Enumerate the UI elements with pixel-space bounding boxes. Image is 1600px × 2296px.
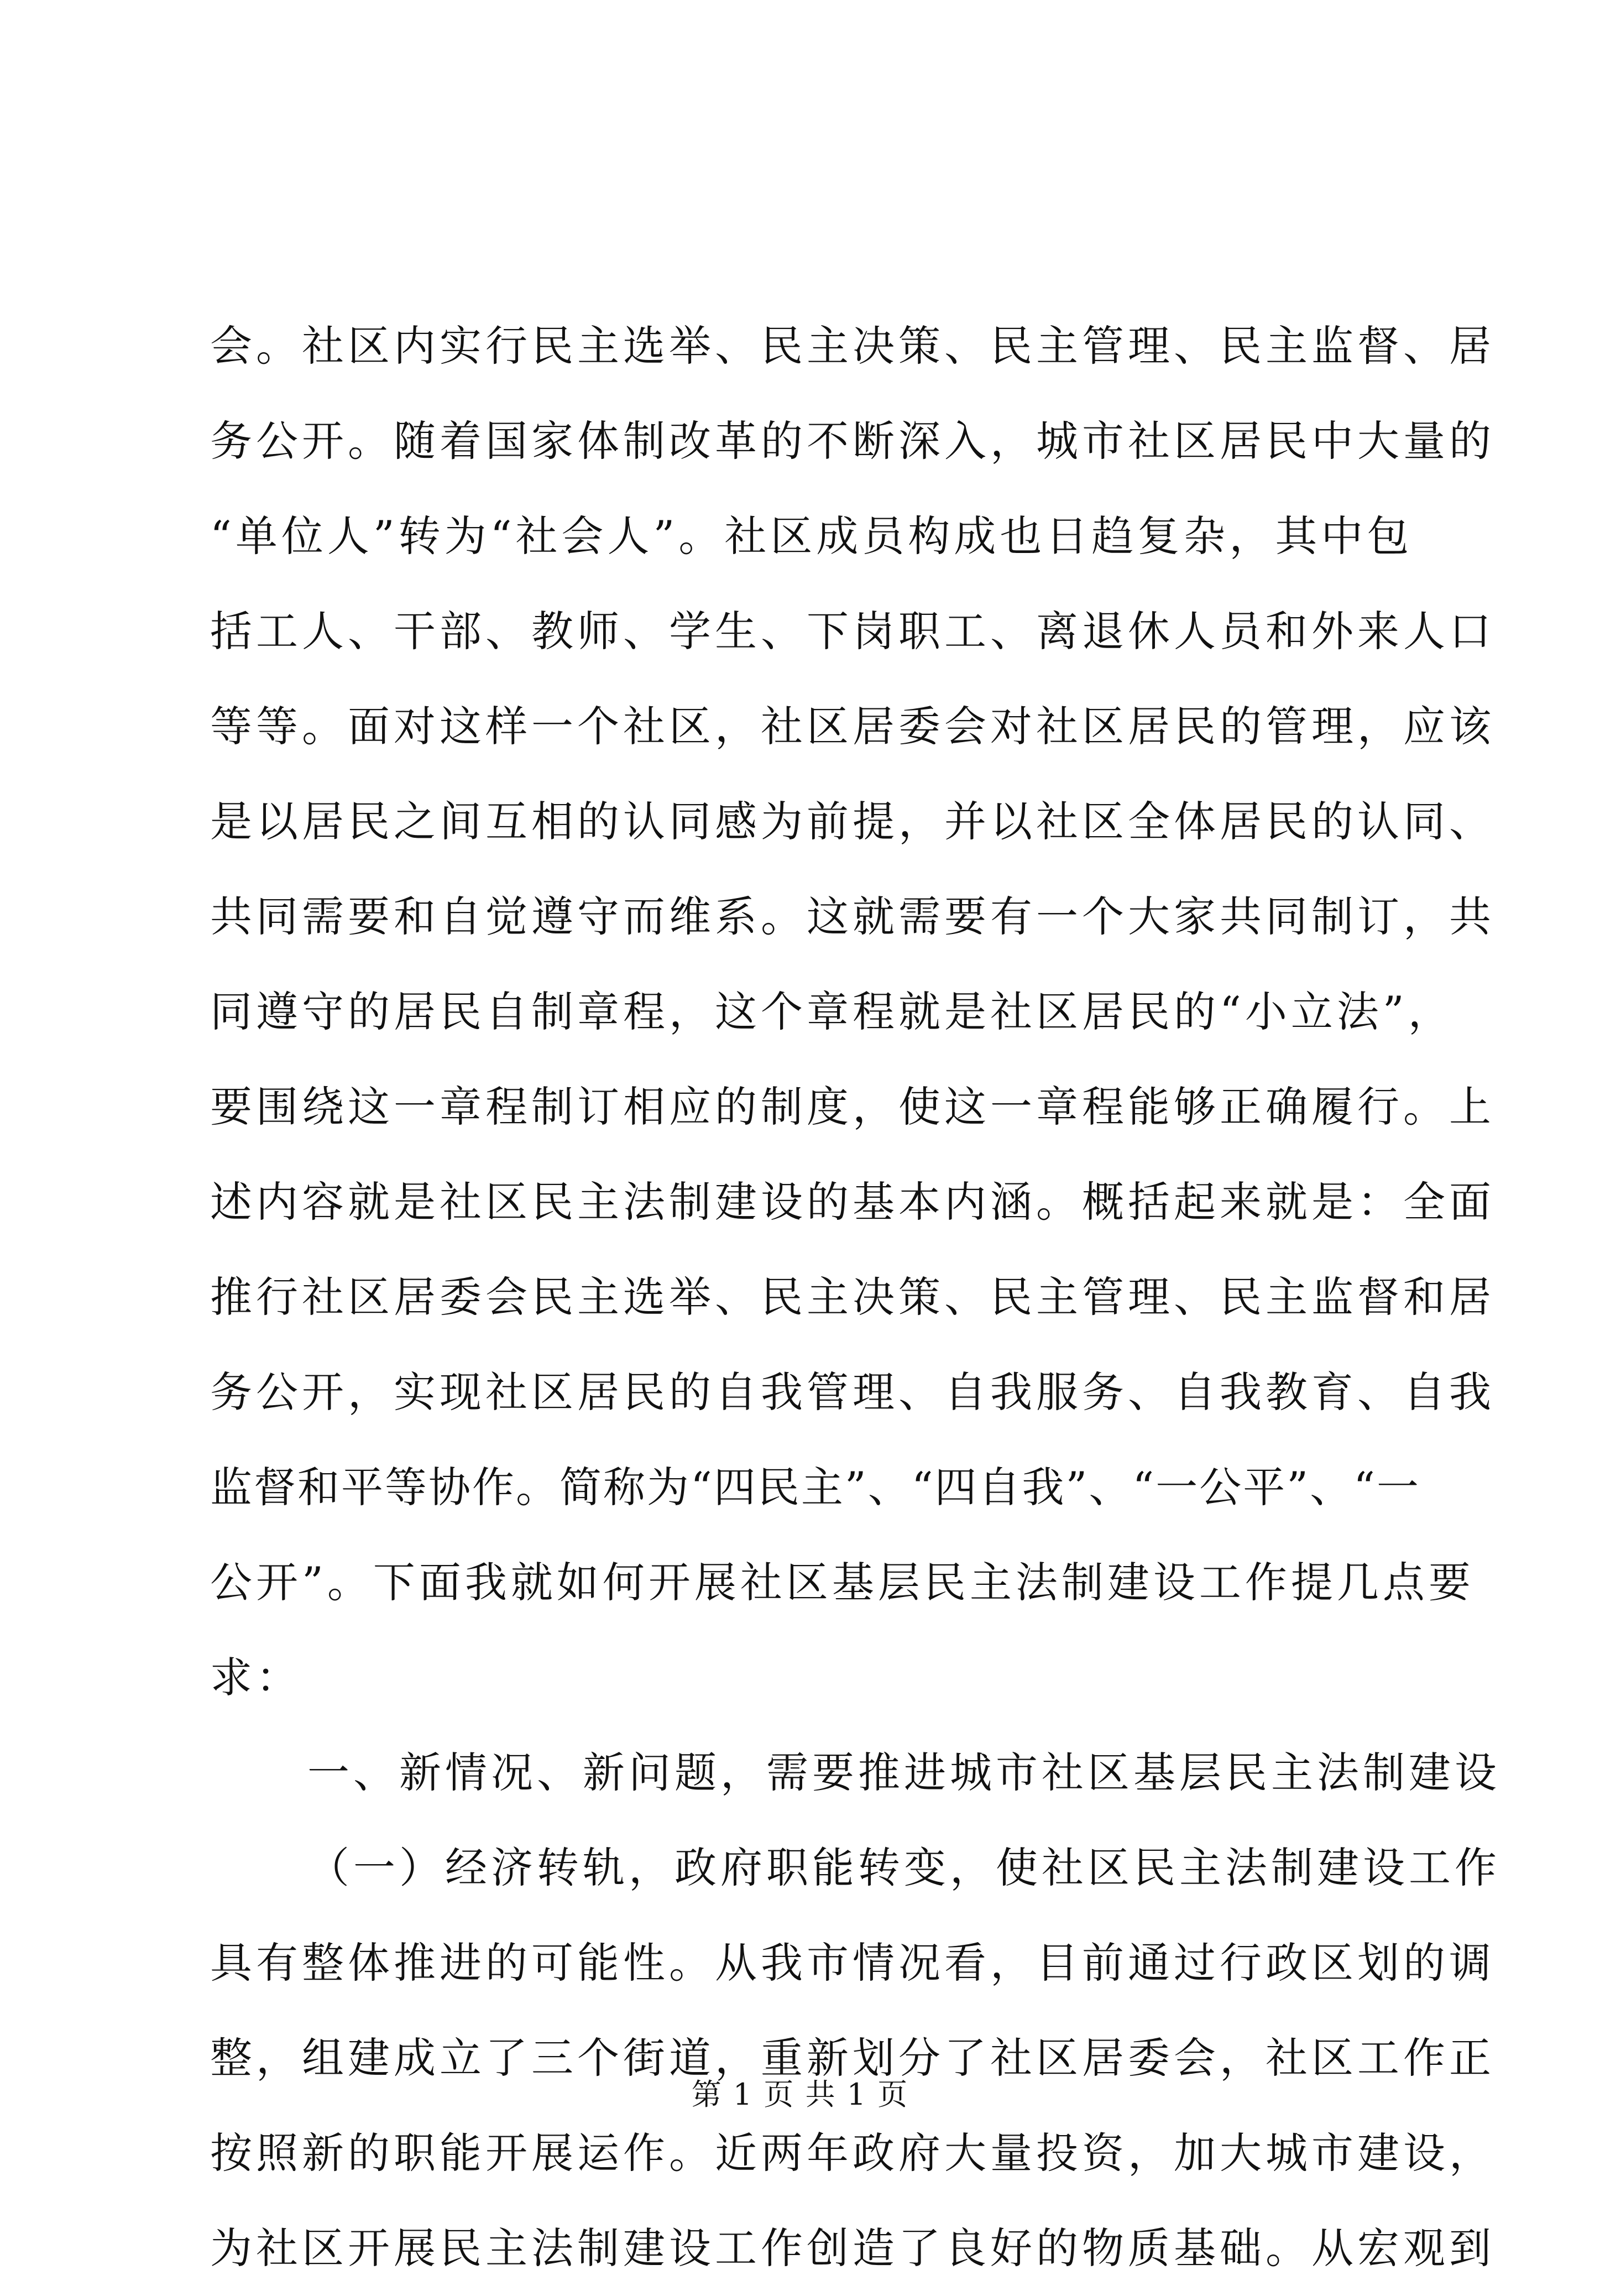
document-body <box>210 299 1500 2296</box>
text-line: 整，组建成立了三个街道，重新划分了社区居委会，社区工作正 <box>210 2033 1495 2083</box>
text-line: 共同需要和自觉遵守而维系。这就需要有一个大家共同制订，共 <box>210 892 1495 941</box>
text-line: 务公开。随着国家体制改革的不断深入，城市社区居民中大量的 <box>210 416 1495 466</box>
text-line: 要围绕这一章程制订相应的制度，使这一章程能够正确履行。上 <box>210 1082 1495 1131</box>
text-line: 同遵守的居民自制章程，这个章程就是社区居民的“小立法”， <box>210 987 1454 1036</box>
text-line: 是以居民之间互相的认同感为前提，并以社区全体居民的认同、 <box>210 797 1495 846</box>
text-line: “单位人”转为“社会人”。社区成员构成也日趋复杂，其中包 <box>210 512 1413 561</box>
text-line: 会。社区内实行民主选举、民主决策、民主管理、民主监督、居 <box>210 321 1495 371</box>
text-line: 具有整体推进的可能性。从我市情况看，目前通过行政区划的调 <box>210 1938 1495 1987</box>
text-line: 为社区开展民主法制建设工作创造了良好的物质基础。从宏观到 <box>210 2224 1495 2273</box>
text-line: 公开”。下面我就如何开展社区基层民主法制建设工作提几点要 <box>210 1558 1474 1607</box>
text-line: 务公开，实现社区居民的自我管理、自我服务、自我教育、自我 <box>210 1368 1495 1417</box>
section-heading: 一、新情况、新问题，需要推进城市社区基层民主法制建设 <box>307 1748 1500 1797</box>
page-footer: 第 1 页 共 1 页 <box>691 2077 909 2112</box>
text-line: 等等。面对这样一个社区，社区居委会对社区居民的管理，应该 <box>210 702 1495 751</box>
subsection-heading: （一）经济转轨，政府职能转变，使社区民主法制建设工作 <box>307 1843 1500 1892</box>
text-line: 监督和平等协作。简称为“四民主”、“四自我”、“一公平”、“一 <box>210 1463 1420 1512</box>
text-line: 按照新的职能开展运作。近两年政府大量投资，加大城市建设， <box>210 2128 1495 2178</box>
text-line: 推行社区居委会民主选举、民主决策、民主管理、民主监督和居 <box>210 1272 1495 1322</box>
text-line: 述内容就是社区民主法制建设的基本内涵。概括起来就是：全面 <box>210 1177 1495 1227</box>
text-line: 求： <box>210 1653 302 1702</box>
text-line: 括工人、干部、教师、学生、下岗职工、离退休人员和外来人口 <box>210 607 1495 656</box>
